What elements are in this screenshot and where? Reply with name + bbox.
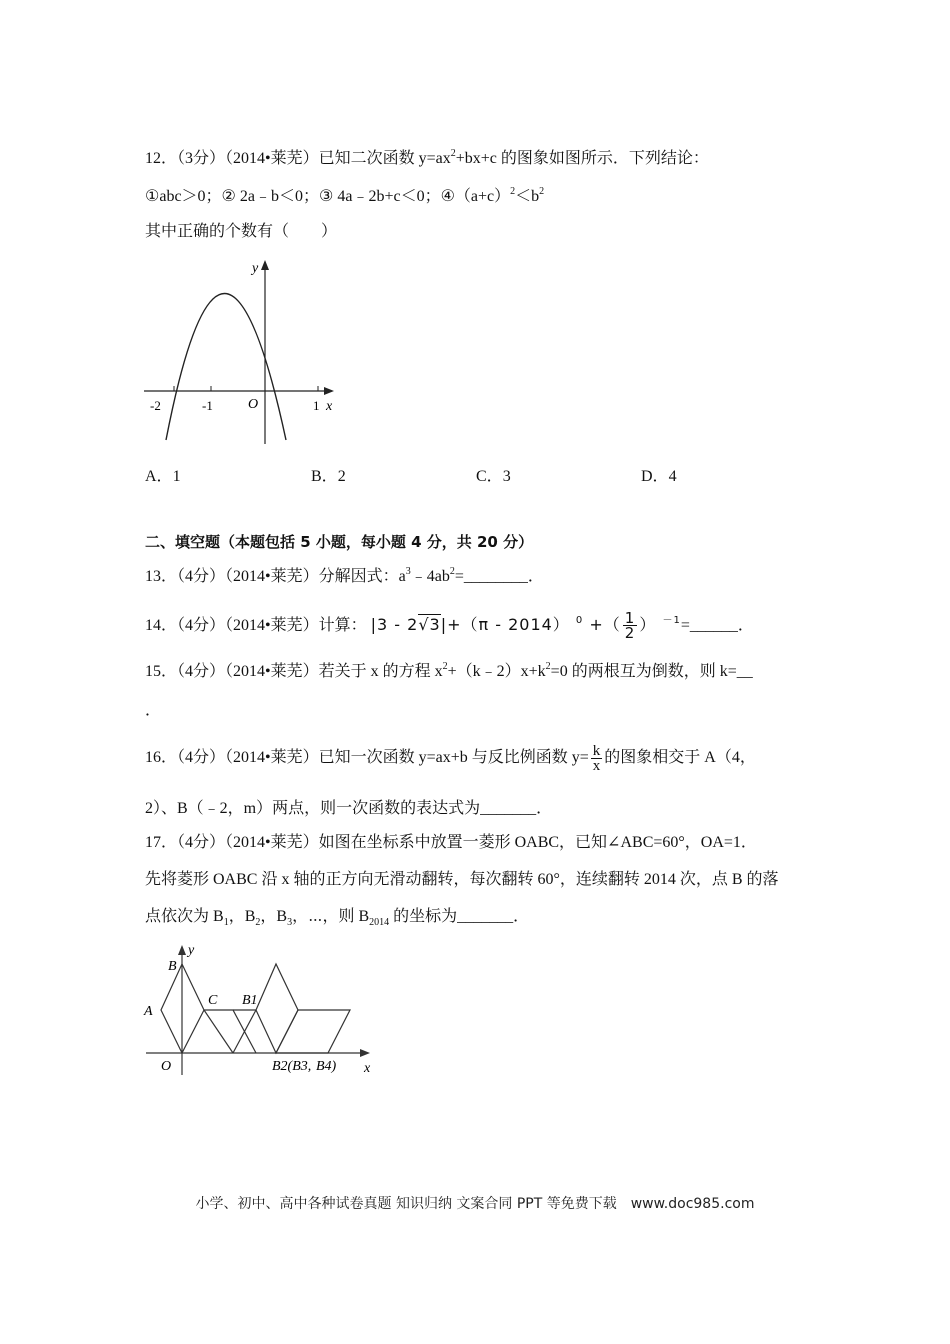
- rhombus-rotated: [256, 964, 298, 1053]
- q12-line3: 其中正确的个数有（ ）: [145, 223, 338, 240]
- q17-line2: 先将菱形 OABC 沿 x 轴的正方向无滑动翻转，每次翻转 60°，连续翻转 2014 次，点 B 的落: [145, 871, 779, 888]
- option-d: D．4: [641, 468, 677, 485]
- q14-line: 14．（4分）（2014•莱芜）计算： |3 - 2√3|+（π - 2014） $^0$ +（ $\frac{1}{2}$ ） $^{-1}$=______．: [145, 609, 754, 642]
- label-b4: B4): [316, 1059, 337, 1074]
- q13-line: 13．（4分）（2014•莱芜）分解因式：$a^3﹣4ab^2=\_\_\_\_\_\_\_\_$．: [145, 566, 544, 585]
- label-b2-b3: B2(B3,: [272, 1059, 312, 1074]
- graph-y-label: y: [252, 261, 259, 276]
- label-b1: B1: [242, 993, 258, 1008]
- graph-x-label: x: [326, 399, 333, 414]
- option-c: C．3: [476, 468, 511, 485]
- option-a: A．1: [145, 468, 181, 485]
- q15-line: 15．（4分）（2014•莱芜）若关于 x 的方程 $x^2+(k﹣2)x+k^2=0$ 的两根互为倒数，则 k=__: [145, 661, 753, 680]
- q12-parabola-graph: [138, 252, 348, 447]
- q17-line3: 点依次为 $B_1$，$B_2$，$B_3$，⋯，则 $B_{2014}$ 的坐标为_______．: [145, 908, 530, 928]
- q17-rhombus-figure: [138, 940, 388, 1080]
- x-axis-arrow: [324, 387, 334, 395]
- q12-line1: 12．（3分）（2014•莱芜）已知二次函数 $y=ax^2+bx+c$ 的图象如图所示．下列结论：: [145, 148, 709, 167]
- graph-tick-label: 1: [313, 398, 320, 413]
- rhombus-outlines: [161, 964, 350, 1053]
- q17-line1: 17．（4分）（2014•莱芜）如图在坐标系中放置一菱形 OABC，已知∠ABC=60°，OA=1．: [145, 834, 757, 851]
- graph-tick-label: -1: [202, 398, 213, 413]
- sqrt-radicand: √3: [418, 615, 441, 634]
- label-x: x: [364, 1061, 371, 1076]
- graph-tick-label: -2: [150, 398, 161, 413]
- rhombus-final: [276, 1010, 350, 1053]
- label-y: y: [188, 943, 195, 958]
- q16-fraction: $\frac{k}{x}$: [592, 742, 601, 774]
- q12-line2: ①abc＞0；② 2a﹣b＜0；③ 4a﹣2b+c＜0；$④(a+c)^2<b^2$: [145, 186, 545, 205]
- y-axis-arrow: [261, 260, 269, 270]
- graph-origin-label: O: [248, 397, 259, 412]
- q16-line1: 16．（4分）（2014•莱芜）已知一次函数 y=ax+b 与反比例函数 y= $\frac{k}{x}$ 的图象相交于 A（4，: [145, 742, 756, 774]
- label-a: A: [144, 1004, 153, 1019]
- label-o: O: [161, 1059, 172, 1074]
- q15-line2: ．: [145, 702, 162, 719]
- option-b: B．2: [311, 468, 346, 485]
- q16-line2: 2）、B（﹣2，m）两点，则一次函数的表达式为_______．: [145, 800, 553, 817]
- q14-expression: |3 - 2√3|+（π - 2014） $^0$ +（ $\frac{1}{2}$ ） $^{-1}$: [370, 609, 681, 642]
- label-b: B: [168, 959, 177, 974]
- parabola-curve: [166, 294, 286, 441]
- page-footer: 小学、初中、高中各种试卷真题 知识归纳 文案合同 PPT 等免费下载 www.doc985.com: [195, 1196, 755, 1212]
- section-heading: 二、填空题（本题包括 5 小题，每小题 4 分，共 20 分）: [145, 533, 534, 551]
- label-c: C: [208, 993, 218, 1008]
- q14-fraction: $\frac{1}{2}$: [624, 609, 636, 642]
